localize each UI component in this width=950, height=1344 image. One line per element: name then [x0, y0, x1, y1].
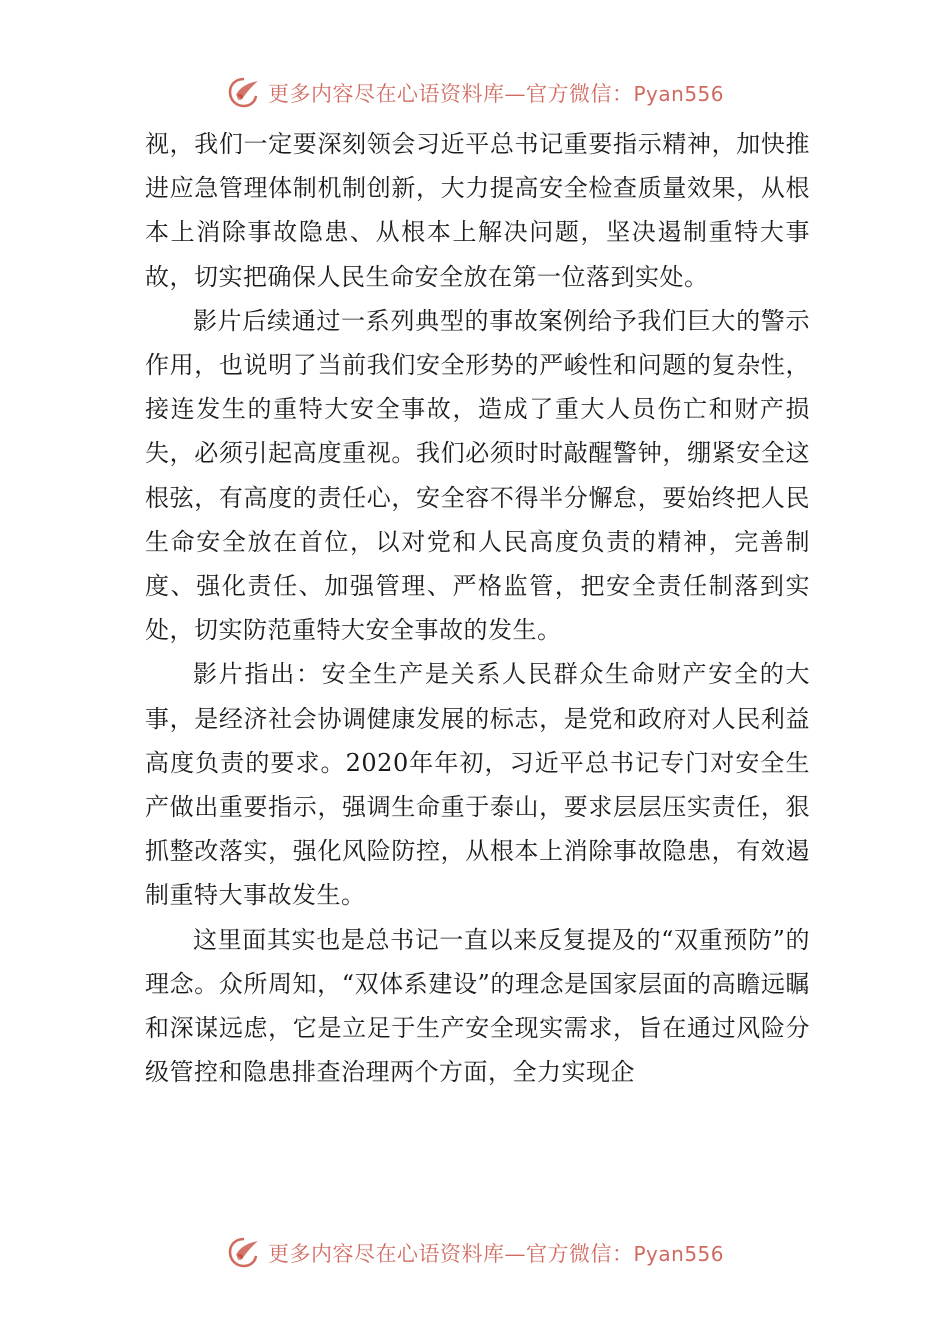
paragraph-4: 这里面其实也是总书记一直以来反复提及的“双重预防”的理念。众所周知，“双体系建设”的理念是国家层面的高瞻远瞩和深谋远虑，它是立足于生产安全现实需求，旨在通过风险分级管控和隐患排查治理两个方面，全力实现企: [145, 925, 810, 1087]
watermark-account: Pyan556: [633, 82, 724, 106]
quill-swirl-logo-icon: [226, 75, 262, 111]
quill-swirl-logo-icon: [226, 1235, 262, 1271]
paragraph-1: 视，我们一定要深刻领会习近平总书记重要指示精神，加快推进应急管理体制机制创新，大力提高安全检查质量效果，从根本上消除事故隐患、从根本上解决问题，坚决遏制重特大事故，切实把确保人民生命安全放在第一位落到实处。: [145, 130, 810, 291]
paragraph-2: 影片后续通过一系列典型的事故案例给予我们巨大的警示作用，也说明了当前我们安全形势的严峻性和问题的复杂性，接连发生的重特大安全事故，造成了重大人员伤亡和财产损失，必须引起高度重视。我们必须时时敲醒警钟，绷紧安全这根弦，有高度的责任心，安全容不得半分懈怠，要始终把人民生命安全放在首位，以对党和人民高度负责的精神，完善制度、强化责任、加强管理、严格监管，把安全责任制落到实处，切实防范重特大安全事故的发生。: [145, 306, 810, 645]
header-watermark: [0, 73, 950, 113]
document-body: [145, 122, 810, 1094]
watermark-text: 更多内容尽在心语资料库—官方微信：Pyan556: [267, 82, 724, 106]
watermark-text: 更多内容尽在心语资料库—官方微信：Pyan556: [267, 1242, 724, 1266]
watermark-account: Pyan556: [633, 1242, 724, 1266]
paragraph-3: 影片指出：安全生产是关系人民群众生命财产安全的大事，是经济社会协调健康发展的标志，是党和政府对人民利益高度负责的要求。2020年年初，习近平总书记专门对安全生产做出重要指示，强调生命重于泰山，要求层层压实责任，狠抓整改落实，强化风险防控，从根本上消除事故隐患，有效遏制重特大事故发生。: [145, 660, 810, 910]
footer-watermark: [0, 1233, 950, 1273]
